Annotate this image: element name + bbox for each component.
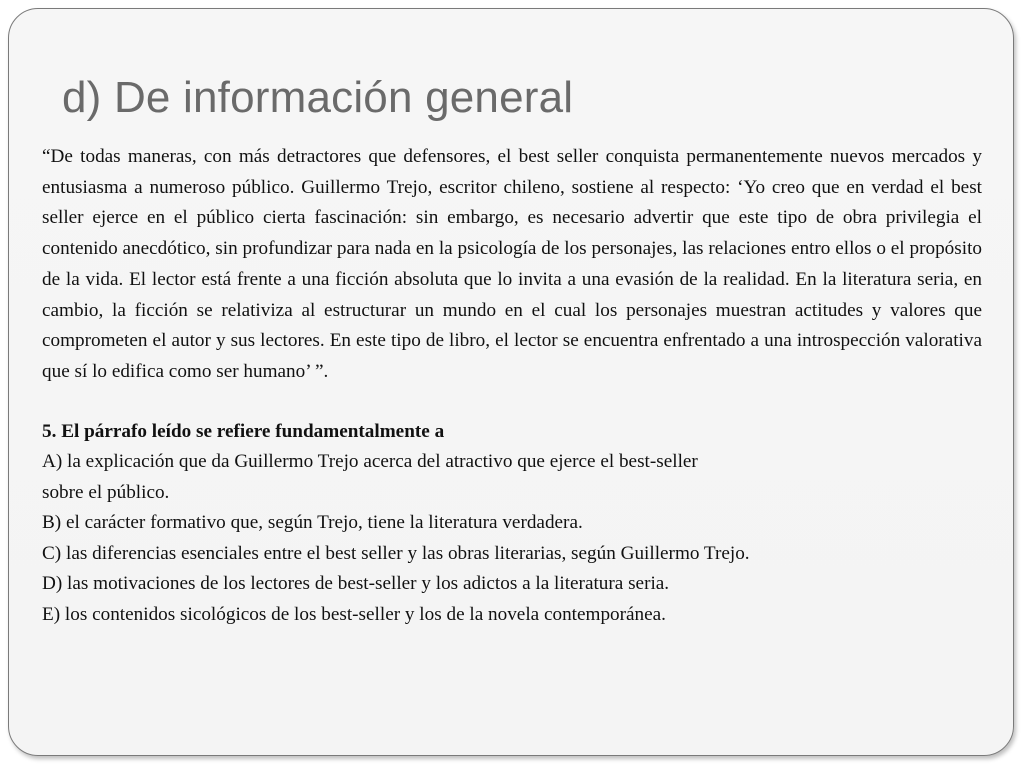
option-a: A) la explicación que da Guillermo Trejo acerca del atractivo que ejerce el best-seller <box>42 451 698 473</box>
option-a-continuation: sobre el público. <box>42 481 170 503</box>
slide-content <box>42 142 982 630</box>
option-e: E) los contenidos sicológicos de los best-seller y los de la novela contemporánea. <box>42 603 666 625</box>
question-text: 5. El párrafo leído se refiere fundamentalmente a <box>42 420 445 442</box>
slide-title: d) De información general <box>62 73 574 122</box>
option-c: C) las diferencias esenciales entre el best seller y las obras literarias, según Guillermo Trejo. <box>42 542 750 564</box>
option-b: B) el carácter formativo que, según Trejo, tiene la literatura verdadera. <box>42 512 583 534</box>
question-block <box>42 417 982 631</box>
quote-paragraph: “De todas maneras, con más detractores que defensores, el best seller conquista permanentemente nuevos mercados y entusiasma a numeroso público. Guillermo Trejo, escritor chileno, sostiene al respecto: ‘Yo creo que en verdad el best seller ejerce en el público cierta fascinación: sin embargo, es necesario advertir que este tipo de obra privilegia el contenido anecdótico, sin profundizar para nada en la psicología de los personajes, las relaciones entro ellos o el propósito de la vida. El lector está frente a una ficción absoluta que lo invita a una evasión de la realidad. En la literatura seria, en cambio, la ficción se relativiza al estructurar un mundo en el cual los personajes muestran actitudes y valores que comprometen el autor y sus lectores. En este tipo de libro, el lector se encuentra enfrentado a una introspección valorativa que sí lo edifica como ser humano’ ”. <box>42 146 982 382</box>
option-d: D) las motivaciones de los lectores de best-seller y los adictos a la literatura seria. <box>42 573 670 595</box>
